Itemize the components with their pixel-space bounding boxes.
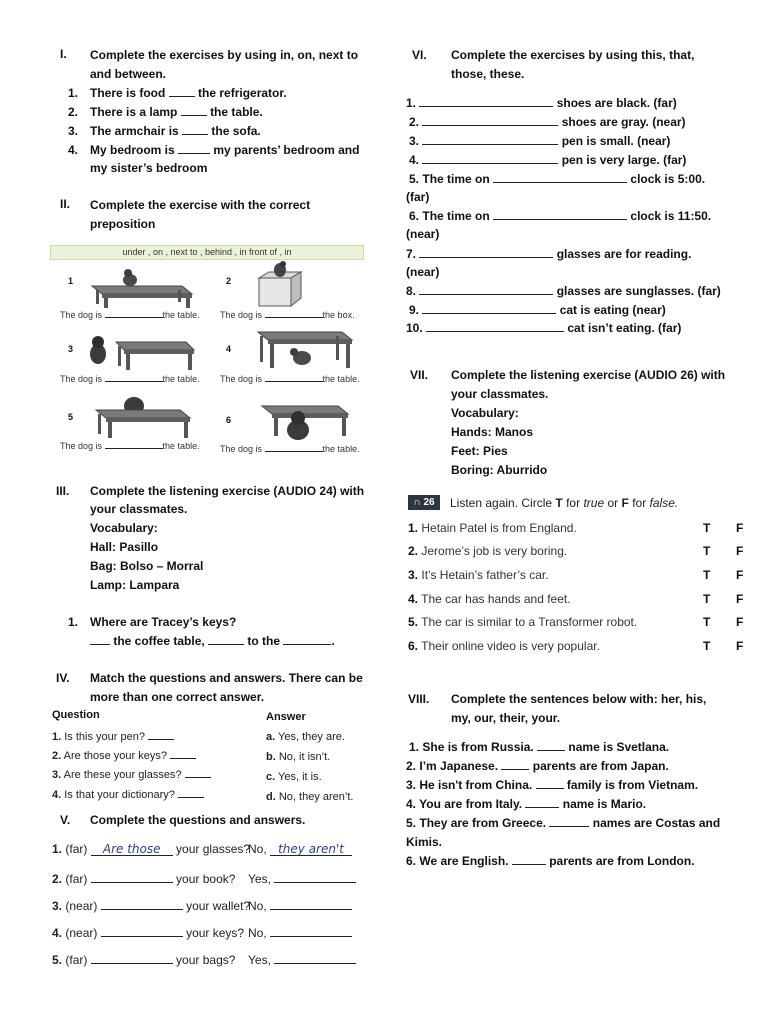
picture-caption: The dog is the table. — [220, 374, 360, 384]
exercise-line: There is food the refrigerator. — [90, 86, 287, 100]
question-blank[interactable] — [91, 869, 173, 883]
tf-statement: 4. The car has hands and feet. T F — [408, 592, 744, 606]
exercise-line-cont: (near) — [406, 227, 440, 241]
qa-row: 2. (far) your book? — [52, 869, 235, 886]
picture-caption: The dog is the table. — [60, 310, 200, 320]
false-option[interactable]: F — [736, 592, 744, 606]
exercise-line: There is a lamp the table. — [90, 105, 263, 119]
instruction: my, our, their, your. — [451, 711, 561, 725]
question-header: Question — [52, 709, 100, 721]
picture-number: 4 — [226, 344, 232, 354]
section-numeral: VIII. — [408, 692, 430, 706]
answer-line: the coffee table, to the . — [90, 632, 335, 650]
instruction: those, these. — [451, 67, 525, 81]
dog-next-to-table-picture — [86, 332, 196, 372]
qa-row: 1. (far) Are those your glasses? — [52, 842, 251, 856]
instruction: your classmates. — [90, 502, 188, 516]
true-option[interactable]: T — [703, 568, 711, 582]
vocab-title: Vocabulary: — [90, 521, 158, 535]
match-answer: c. Yes, it is. — [266, 771, 322, 783]
false-option[interactable]: F — [736, 521, 744, 535]
exercise-line: 7. glasses are for reading. — [406, 247, 692, 261]
answer-blank[interactable] — [181, 104, 207, 116]
false-option[interactable]: F — [736, 544, 744, 558]
qa-answer: No, — [248, 923, 352, 940]
exercise-line: 5. They are from Greece. names are Costas and — [406, 816, 721, 830]
picture-number: 5 — [68, 412, 74, 422]
instruction: Complete the sentences below with: her, his, — [451, 692, 707, 706]
tf-statement: 5. The car is similar to a Transformer robot. T F — [408, 615, 744, 629]
match-question: 3. Are these your glasses? — [52, 769, 211, 781]
dog-on-table-picture — [82, 268, 202, 308]
picture-caption: The dog is the table. — [60, 441, 200, 451]
qa-answer: Yes, — [248, 950, 356, 967]
exercise-line-cont: Kimis. — [406, 835, 443, 849]
question-blank[interactable]: Are those — [91, 842, 173, 856]
exercise-line: 6. We are English. parents are from London. — [406, 854, 695, 868]
instruction: Complete the listening exercise (AUDIO 26) with — [451, 368, 726, 382]
picture-number: 2 — [226, 276, 232, 286]
exercise-line: 5. The time on clock is 5:00. — [409, 172, 706, 186]
exercise-line: 2. I’m Japanese. parents are from Japan. — [406, 759, 669, 773]
instruction: and between. — [90, 67, 167, 81]
qa-row: 5. (far) your bags? — [52, 950, 235, 967]
picture-caption: The dog is the table. — [60, 374, 200, 384]
exercise-line: 9. cat is eating (near) — [409, 303, 666, 317]
exercise-line: 2. shoes are gray. (near) — [409, 115, 686, 129]
picture-caption: The dog is the table. — [220, 444, 360, 454]
match-answer: a. Yes, they are. — [266, 731, 345, 743]
instruction: Complete the exercises by using in, on, next to — [90, 48, 359, 62]
dog-behind-table-picture — [88, 396, 198, 440]
answer-blank[interactable] — [270, 923, 352, 937]
answer-blank[interactable] — [90, 633, 110, 645]
picture-caption: The dog is the box. — [220, 310, 355, 320]
answer-blank[interactable]: they aren't — [270, 842, 352, 856]
question-blank[interactable] — [91, 950, 173, 964]
match-question: 1. Is this your pen? — [52, 731, 174, 743]
vocab-item: Hands: Manos — [451, 425, 534, 439]
item-num: 4. — [68, 143, 79, 157]
answer-blank[interactable] — [270, 896, 352, 910]
answer-blank[interactable] — [283, 633, 331, 645]
question-blank[interactable] — [101, 896, 183, 910]
false-option[interactable]: F — [736, 639, 744, 653]
section-numeral: V. — [60, 813, 71, 827]
instruction: preposition — [90, 217, 156, 231]
match-question: 4. Is that your dictionary? — [52, 789, 204, 801]
item-num: 3. — [68, 124, 79, 138]
picture-number: 3 — [68, 344, 74, 354]
answer-blank[interactable] — [169, 85, 195, 97]
false-option[interactable]: F — [736, 568, 744, 582]
match-question: 2. Are those your keys? — [52, 750, 196, 762]
section-numeral: II. — [60, 197, 71, 211]
answer-header: Answer — [266, 711, 306, 723]
section-numeral: IV. — [56, 671, 70, 685]
qa-answer: No, — [248, 896, 352, 913]
vocab-item: Hall: Pasillo — [90, 540, 159, 554]
true-option[interactable]: T — [703, 544, 711, 558]
instruction: Complete the questions and answers. — [90, 813, 306, 827]
vocab-item: Feet: Pies — [451, 444, 508, 458]
exercise-line: 3. He isn't from China. family is from Vietnam. — [406, 778, 699, 792]
dog-in-box-picture — [255, 262, 305, 308]
match-answer: d. No, they aren’t. — [266, 791, 354, 803]
section-numeral: VII. — [410, 368, 429, 382]
qa-row: 4. (near) your keys? — [52, 923, 244, 940]
section-numeral: VI. — [412, 48, 427, 62]
exercise-line: 3. pen is small. (near) — [409, 134, 671, 148]
vocab-item: Boring: Aburrido — [451, 463, 548, 477]
exercise-line: My bedroom is my parents’ bedroom and — [90, 143, 360, 157]
listen-instruction: Listen again. Circle T for true or F for false. — [450, 496, 679, 510]
exercise-line: The armchair is the sofa. — [90, 124, 261, 138]
qa-answer: Yes, — [248, 869, 356, 886]
exercise-line: 8. glasses are sunglasses. (far) — [406, 284, 721, 298]
answer-blank[interactable] — [274, 869, 356, 883]
instruction: Match the questions and answers. There can be — [90, 671, 363, 685]
exercise-line-cont: (far) — [406, 190, 430, 204]
instruction: Complete the exercise with the correct — [90, 198, 311, 212]
exercise-line: 6. The time on clock is 11:50. — [409, 209, 712, 223]
instruction: more than one correct answer. — [90, 690, 265, 704]
section-numeral: I. — [60, 47, 67, 61]
word-bank-strip: under , on , next to , behind , in front of , in — [50, 245, 364, 260]
question: Where are Tracey’s keys? — [90, 615, 237, 629]
true-option[interactable]: T — [703, 615, 711, 629]
exercise-line-cont: my sister’s bedroom — [90, 161, 208, 175]
section-numeral: III. — [56, 484, 70, 498]
false-option[interactable]: F — [736, 615, 744, 629]
answer-blank[interactable] — [208, 633, 244, 645]
instruction: Complete the listening exercise (AUDIO 24) with — [90, 484, 365, 498]
true-option[interactable]: T — [703, 592, 711, 606]
item-num: 1. — [68, 86, 79, 100]
item-num: 2. — [68, 105, 79, 119]
vocab-item: Bag: Bolso – Morral — [90, 559, 204, 573]
qa-row: 3. (near) your wallet? — [52, 896, 250, 913]
vocab-item: Lamp: Lampara — [90, 578, 180, 592]
qa-answer: No, they aren't — [248, 842, 352, 856]
exercise-line-cont: (near) — [406, 265, 440, 279]
dog-in-front-of-table-picture — [256, 398, 356, 444]
match-answer: b. No, it isn’t. — [266, 751, 331, 763]
picture-number: 1 — [68, 276, 74, 286]
exercise-line: 4. You are from Italy. name is Mario. — [406, 797, 647, 811]
exercise-line: 10. cat isn’t eating. (far) — [406, 321, 682, 335]
item-num: 1. — [68, 615, 79, 629]
tf-statement: 2. Jerome’s job is very boring. T F — [408, 544, 744, 558]
answer-blank[interactable] — [182, 123, 208, 135]
tf-statement: 3. It’s Hetain’s father’s car. T F — [408, 568, 744, 582]
tf-statement: 1. Hetain Patel is from England. T F — [408, 521, 744, 535]
dog-under-table-picture — [250, 326, 360, 372]
instruction: Complete the exercises by using this, that, — [451, 48, 695, 62]
answer-blank[interactable] — [178, 142, 210, 154]
exercise-line: 4. pen is very large. (far) — [409, 153, 687, 167]
exercise-line: 1. She is from Russia. name is Svetlana. — [409, 740, 670, 754]
picture-number: 6 — [226, 415, 232, 425]
true-option[interactable]: T — [703, 639, 711, 653]
audio-track-badge[interactable]: ∩ 26 — [408, 495, 440, 510]
headphones-icon: ∩ — [413, 497, 421, 508]
tf-statement: 6. Their online video is very popular. T F — [408, 639, 744, 653]
answer-blank[interactable] — [274, 950, 356, 964]
exercise-line: 1. shoes are black. (far) — [406, 96, 677, 110]
instruction: your classmates. — [451, 387, 549, 401]
vocab-title: Vocabulary: — [451, 406, 519, 420]
question-blank[interactable] — [101, 923, 183, 937]
true-option[interactable]: T — [703, 521, 711, 535]
